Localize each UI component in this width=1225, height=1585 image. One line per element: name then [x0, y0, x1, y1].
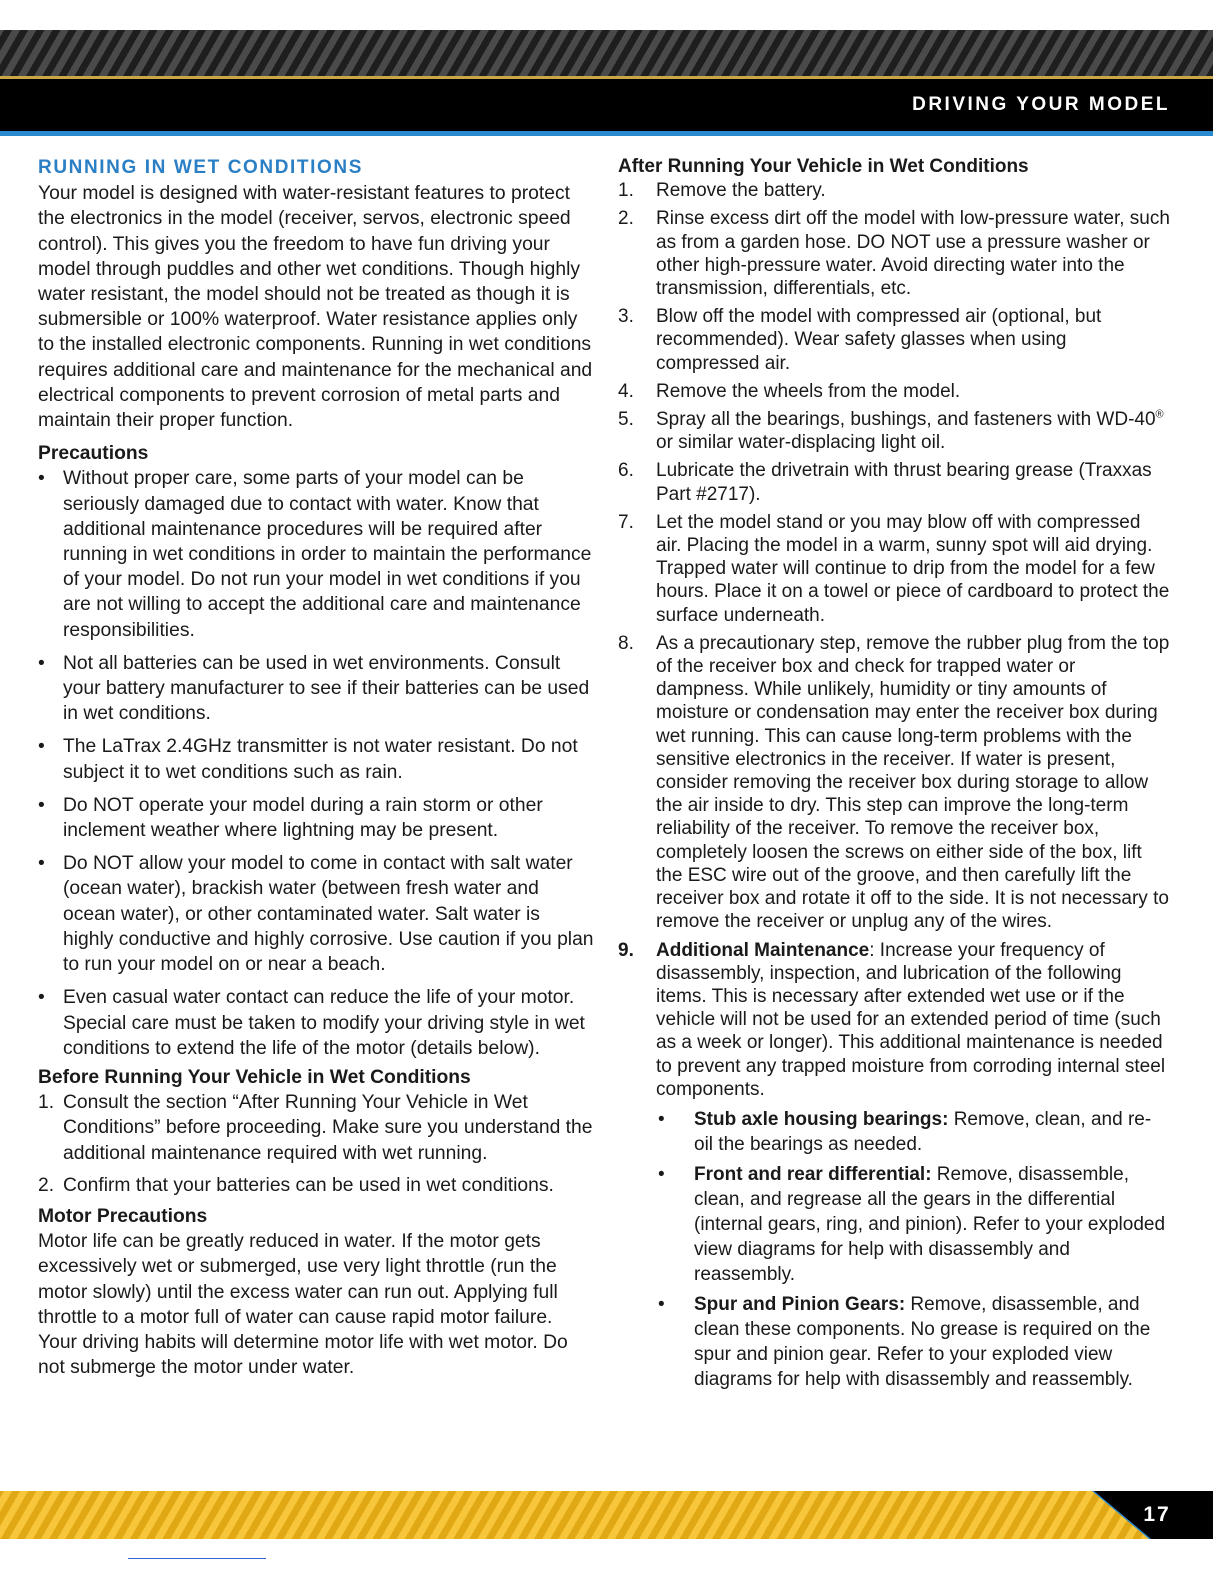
list-item: [618, 408, 1170, 454]
list-item: [656, 1162, 1170, 1287]
step-title: Additional Maintenance: [656, 939, 870, 961]
list-item: [618, 207, 1170, 300]
step-text: Confirm that your batteries can be used in wet conditions.: [63, 1174, 554, 1196]
bullet-marker: •: [658, 1163, 665, 1185]
step-text: Remove the battery.: [656, 180, 826, 202]
step-number: 4.: [618, 380, 634, 402]
list-item: [38, 651, 594, 727]
bullet-marker: •: [38, 853, 45, 875]
step-text: Lubricate the drivetrain with thrust bearing grease (Traxxas Part #2717).: [656, 460, 1152, 505]
motor-precautions-paragraph: Motor life can be greatly reduced in water. If the motor gets excessively wet or submerged, use very light throttle (run the motor slowly) until the excess water can run out. Applying full throttle to a motor full of water can cause rapid motor failure. Your driving habits will determine motor life with wet motor. Do not submerge the motor under water.: [38, 1231, 568, 1379]
list-item: [618, 179, 1170, 202]
item-label: Spur and Pinion Gears:: [694, 1293, 906, 1315]
step-number: 2.: [618, 208, 634, 230]
step-text: Blow off the model with compressed air (optional, but recommended). Wear safety glasses when using compressed air.: [656, 306, 1102, 374]
list-item: [38, 851, 594, 977]
after-running-steps: [618, 179, 1170, 1392]
item-text: Remove, clean, and re-oil the bearings as needed.: [694, 1108, 1152, 1155]
maintenance-items: [656, 1107, 1170, 1392]
step-number: 2.: [38, 1174, 55, 1196]
list-item-text: Not all batteries can be used in wet environments. Consult your battery manufacturer to see if their batteries can be used in wet conditions.: [63, 652, 590, 725]
item-text: Remove, disassemble, and clean these components. No grease is required on the spur and pinion gear. Refer to your exploded view diagrams for help with disassembly and reassembly.: [694, 1293, 1151, 1390]
header-stripe-band: [0, 30, 1213, 78]
list-item: [38, 1173, 594, 1198]
left-column: [38, 155, 594, 1388]
step-number: 3.: [618, 306, 634, 328]
step-number: 1.: [38, 1092, 55, 1114]
before-running-steps: [38, 1090, 594, 1198]
before-running-heading: Before Running Your Vehicle in Wet Conditions: [38, 1066, 471, 1088]
precautions-list: [38, 466, 594, 1060]
list-item: [656, 1292, 1170, 1392]
bullet-marker: •: [38, 652, 45, 674]
step-number: 5.: [618, 409, 634, 431]
header-blue-rule: [0, 131, 1213, 136]
page-number: 17: [1143, 1503, 1171, 1526]
list-item: [38, 466, 594, 642]
item-label: Front and rear differential:: [694, 1163, 932, 1185]
list-item: [618, 380, 1170, 403]
bullet-marker: •: [658, 1108, 665, 1130]
list-item-text: Do NOT allow your model to come in contact with salt water (ocean water), brackish water (between fresh water and ocean water), or other contaminated water. Salt water is highly conductive and highly corrosive. Use caution if you plan to run your model on or near a beach.: [63, 853, 594, 976]
bullet-marker: •: [38, 987, 45, 1009]
list-item: [618, 632, 1170, 934]
list-item-text: The LaTrax 2.4GHz transmitter is not water resistant. Do not subject it to wet conditions such as rain.: [63, 736, 578, 783]
bullet-marker: •: [38, 736, 45, 758]
list-item: [38, 1090, 594, 1166]
link-underline: [128, 1558, 266, 1559]
step-number: 8.: [618, 632, 634, 654]
list-item: [618, 305, 1170, 375]
step-number: 6.: [618, 460, 634, 482]
step-text: : Increase your frequency of disassembly, inspection, and lubrication of the following items. This is necessary after extended wet use or if the vehicle will not be used for an extended period of time (such as a week or longer). This additional maintenance is needed to prevent any trapped moisture from corroding internal steel components.: [656, 939, 1166, 1100]
list-item-text: Even casual water contact can reduce the life of your motor. Special care must be taken to modify your driving style in wet conditions to extend the life of the motor (details below).: [63, 987, 585, 1059]
step-text: As a precautionary step, remove the rubber plug from the top of the receiver box and check for trapped water or dampness. While unlikely, humidity or tiny amounts of moisture or condensation may enter the receiver box during wet running. This can cause long-term problems with the sensitive electronics in the receiver. If water is present, consider removing the receiver box during storage to allow the air inside to dry. This step can improve the long-term reliability of the receiver. To remove the receiver box, completely loosen the screws on either side of the box, lift the ESC wire out of the groove, and then carefully lift the receiver box and rotate it off to the side. It is not necessary to remove the receiver or unplug any of the wires.: [656, 632, 1170, 933]
step-number: 9.: [618, 939, 634, 961]
step-text: Let the model stand or you may blow off with compressed air. Placing the model in a warm, sunny spot will aid drying. Trapped water will continue to drip from the model for a few hours. Place it on a towel or piece of cardboard to protect the surface underneath.: [656, 511, 1170, 626]
list-item-text: Do NOT operate your model during a rain storm or other inclement weather where lightning may be present.: [63, 794, 543, 842]
item-text: Remove, disassemble, clean, and regrease all the gears in the differential (internal gears, ring, and pinion). Refer to your exploded view diagrams for help with disassembly and reassembly.: [694, 1163, 1166, 1285]
intro-paragraph: Your model is designed with water-resistant features to protect the electronics in the model (receiver, servos, electronic speed control). This gives you the freedom to have fun driving your model through puddles and other wet conditions. Though highly water resistant, the model should not be treated as though it is submersible or 100% waterproof. Water resistance applies only to the installed electronic components. Running in wet conditions requires additional care and maintenance for the mechanical and electrical components to prevent corrosion of metal parts and maintain their proper function.: [38, 183, 593, 432]
after-running-heading: After Running Your Vehicle in Wet Conditions: [618, 156, 1029, 177]
list-item: [618, 511, 1170, 627]
footer-stripe-band: [0, 1491, 1213, 1539]
section-title: RUNNING IN WET CONDITIONS: [38, 157, 363, 178]
bullet-marker: •: [658, 1293, 665, 1315]
chapter-title: DRIVING YOUR MODEL: [912, 94, 1170, 115]
registered-mark: ®: [1155, 408, 1164, 421]
item-label: Stub axle housing bearings:: [694, 1108, 949, 1130]
step-number: 7.: [618, 511, 634, 533]
list-item: [38, 734, 594, 784]
list-item-text: Without proper care, some parts of your model can be seriously damaged due to contact with water. Know that additional maintenance procedures will be required after running in wet conditions in order to maintain the performance of your model. Do not run your model in wet conditions if you are not willing to accept the additional care and maintenance responsibilities.: [63, 468, 592, 641]
list-item: [618, 939, 1170, 1392]
motor-precautions-heading: Motor Precautions: [38, 1205, 208, 1227]
right-column: [618, 155, 1170, 1397]
step-text: Spray all the bearings, bushings, and fasteners with WD-40: [656, 409, 1156, 431]
precautions-heading: Precautions: [38, 443, 149, 465]
step-text: Remove the wheels from the model.: [656, 380, 961, 402]
list-item: [656, 1107, 1170, 1157]
step-text: Rinse excess dirt off the model with low-pressure water, such as from a garden hose. DO NOT use a pressure washer or other high-pressure water. Avoid directing water into the transmission, differentials, etc.: [656, 208, 1170, 300]
bullet-marker: •: [38, 794, 45, 816]
step-text: Consult the section “After Running Your Vehicle in Wet Conditions” before proceeding. Make sure you understand the additional maintenance required with wet running.: [63, 1092, 593, 1164]
bullet-marker: •: [38, 468, 45, 490]
step-number: 1.: [618, 180, 634, 202]
list-item: [38, 985, 594, 1061]
step-text: or similar water-displacing light oil.: [656, 432, 946, 454]
list-item: [618, 459, 1170, 505]
list-item: [38, 793, 594, 843]
